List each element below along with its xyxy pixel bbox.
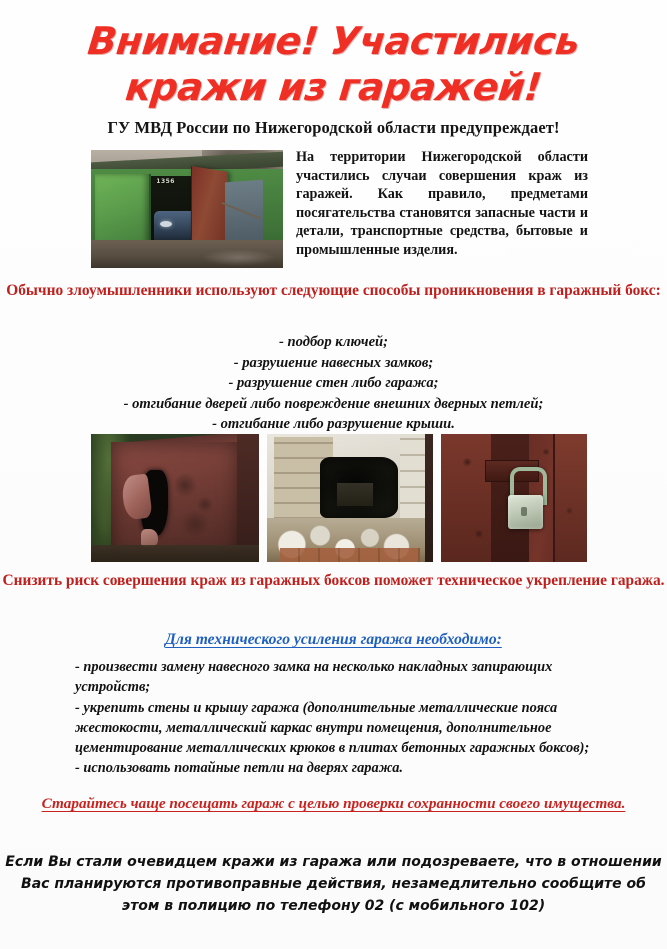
measures-list (75, 657, 595, 779)
reduce-risk-heading: Снизить риск совершения краж из гаражных боксов поможет техническое укрепление гаража. (2, 572, 665, 589)
padlock-on-door-photo (441, 434, 587, 562)
report-to-police-notice: Если Вы стали очевидцем кражи из гаража или подозреваете, что в отношении Вас планируются противоправные действия, незамедлительно сообщите об этом в полицию по телефону 02 (с мобильного 102) (5, 854, 662, 914)
photo-breach-interior (337, 483, 374, 506)
issuing-authority-subtitle: ГУ МВД России по Нижегородской области предупреждает! (107, 118, 560, 137)
methods-list (0, 332, 667, 435)
methods-list-item: - отгибание дверей либо повреждение внешних дверных петлей; (123, 395, 544, 412)
photo-brick-row (280, 548, 419, 562)
photo-ground (91, 545, 259, 562)
title-line-1: Внимание! Участились (85, 19, 582, 63)
photo-right-post (237, 434, 259, 562)
methods-heading: Обычно злоумышленники используют следующие способы проникновения в гаражный бокс: (6, 282, 661, 299)
methods-list-item: - отгибание либо разрушение крыши. (212, 416, 455, 432)
measures-list-item: - произвести замену навесного замка на несколько накладных запирающих устройств; (75, 659, 553, 696)
green-garage-open-door-photo (91, 150, 283, 268)
methods-list-item: - разрушение навесных замков; (233, 354, 434, 371)
methods-list-item: - разрушение стен либо гаража; (228, 375, 439, 391)
torn-metal-garage-photo (91, 434, 259, 562)
measures-list-item: - укрепить стены и крышу гаража (дополнительные металлические пояса жестокости, металлический каркас внутри помещения, дополнительное цементирование металлических крюков в плитах бетонных гаражных боксов); (75, 699, 590, 757)
photo-rust-spots (175, 462, 225, 539)
intro-paragraph: На территории Нижегородской области участились случаи совершения краж из гаражей. Как правило, предметами посягательства становятся запасные части и детали, транспортные средства, бытовые и промышленные изделия. (296, 149, 588, 258)
photo-ground-patch (202, 249, 275, 266)
poster-title (0, 18, 667, 110)
measures-heading: Для технического усиления гаража необходимо: (165, 631, 502, 648)
photo-door-number-tag: 1356 (156, 178, 175, 186)
photo-peeled-metal-flap-lower (141, 529, 158, 547)
photo-surface-speckle (441, 434, 587, 562)
broken-block-wall-photo (267, 434, 433, 562)
photo-car-headlight (160, 221, 172, 227)
photo-dark-edge (425, 434, 433, 562)
evidence-photo-strip (91, 434, 587, 562)
photo-adjacent-garage (225, 179, 263, 248)
visit-garage-advice: Старайтесь чаще посещать гараж с целью проверки сохранности своего имущества. (41, 795, 626, 812)
title-line-2: кражи из гаражей! (123, 65, 544, 109)
methods-list-item: - подбор ключей; (278, 334, 389, 350)
intro-section (91, 150, 588, 272)
measures-list-item: - использовать потайные петли на дверях гаража. (75, 760, 404, 777)
